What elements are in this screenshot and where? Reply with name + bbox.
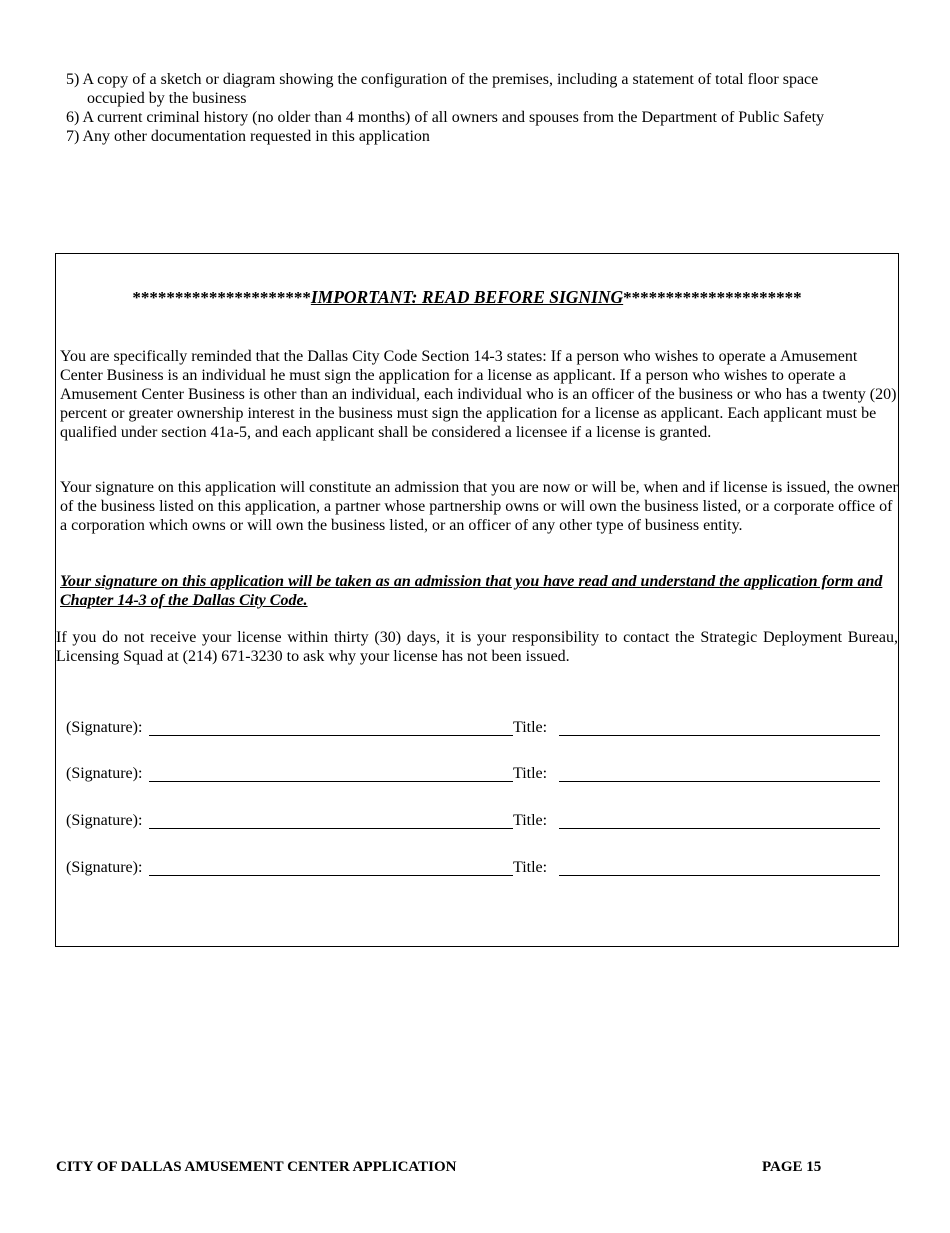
signature-row-2 <box>66 759 882 783</box>
title-label: Title: <box>513 765 548 782</box>
signature-field[interactable] <box>149 735 513 736</box>
signature-label: (Signature): <box>66 812 143 829</box>
notice-paragraph-1: You are specifically reminded that the Dallas City Code Section 14-3 states: If a person who wishes to operate a Amusement Center Business is an individual he must sign the application for a license as applicant. If a person who wishes to operate a Amusement Center Business is other than an individual, each individual who is an officer of the business or who has a twenty (20) percent or greater ownership interest in the business must sign the application for a license as applicant. Each applicant must be qualified under section 41a-5, and each applicant shall be considered a licensee if a license is granted. <box>60 348 897 441</box>
title-field[interactable] <box>559 781 880 782</box>
notice-paragraph-4: If you do not receive your license within thirty (30) days, it is your responsibility to contact the Strategic Deployment Bureau, Licensing Squad at (214) 671-3230 to ask why your license has not been issued. <box>56 629 898 665</box>
footer-page-number: PAGE 15 <box>762 1159 822 1175</box>
list-item: 7) Any other documentation requested in this application <box>66 128 430 145</box>
list-item: 6) A current criminal history (no older than 4 months) of all owners and spouses from the Department of Public Safety <box>66 109 825 126</box>
signature-row-4 <box>66 853 882 877</box>
signature-field[interactable] <box>149 828 513 829</box>
title-field[interactable] <box>559 828 880 829</box>
signature-row-3 <box>66 806 882 830</box>
title-label: Title: <box>513 859 548 876</box>
signature-field[interactable] <box>149 875 513 876</box>
signature-label: (Signature): <box>66 859 143 876</box>
title-field[interactable] <box>559 875 880 876</box>
title-label: Title: <box>513 812 548 829</box>
footer-document-title: CITY OF DALLAS AMUSEMENT CENTER APPLICATION <box>56 1159 457 1175</box>
signature-label: (Signature): <box>66 719 143 736</box>
title-field[interactable] <box>559 735 880 736</box>
banner-stars-right: ********************* <box>623 288 802 307</box>
banner-stars-left: ********************* <box>132 288 311 307</box>
signature-label: (Signature): <box>66 765 143 782</box>
notice-paragraph-3: Your signature on this application will be taken as an admission that you have read and understand the application form and Chapter 14-3 of the Dallas City Code. <box>60 573 883 609</box>
signature-field[interactable] <box>149 781 513 782</box>
list-item: 5) A copy of a sketch or diagram showing the configuration of the premises, including a statement of total floor space occupied by the business <box>66 71 819 107</box>
banner-title: IMPORTANT: READ BEFORE SIGNING <box>310 287 624 307</box>
notice-paragraph-2: Your signature on this application will constitute an admission that you are now or will be, when and if license is issued, the owner of the business listed on this application, a partner whose partnership owns or will own the business listed, or a corporate office of a corporation which owns or will own the business listed, or an officer of any other type of business entity. <box>60 479 898 534</box>
requirements-list <box>66 70 866 146</box>
important-banner <box>55 287 879 308</box>
signature-row-1 <box>66 713 882 737</box>
title-label: Title: <box>513 719 548 736</box>
